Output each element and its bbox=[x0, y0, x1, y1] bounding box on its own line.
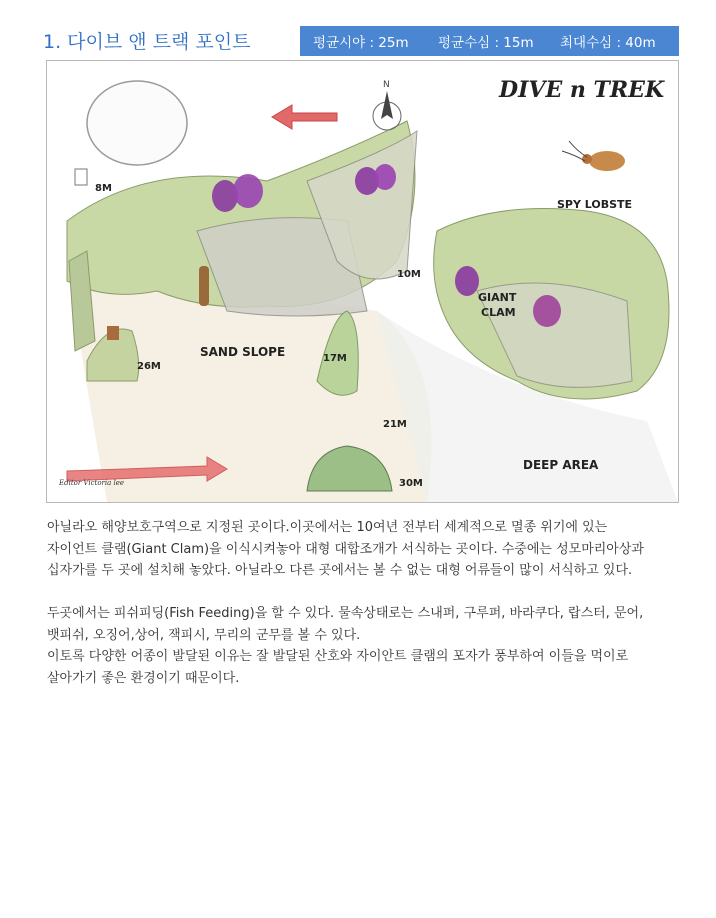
label-sand-slope: SAND SLOPE bbox=[200, 345, 286, 359]
dive-stats-bar bbox=[300, 26, 679, 56]
description-paragraph-2: 두곳에서는 피쉬피딩(Fish Feeding)을 할 수 있다. 물속상태로는 스내퍼, 구루퍼, 바라쿠다, 랍스터, 문어, 뱃피쉬, 오징어,상어, 잭피시, 무리의 군무를 볼 수 있다. 이토록 다양한 어종이 발달된 이유는 잘 발달된 산호와 자이안트 클램의 포자가 풍부하여 이들을 먹이로 살아가기 좋은 환경이기 때문이다. bbox=[47, 606, 644, 686]
visibility-stat: 평균시야 : 25m bbox=[313, 35, 409, 51]
boulder-illustration bbox=[87, 81, 187, 165]
dive-site-illustration bbox=[47, 61, 678, 502]
label-deep-area: DEEP AREA bbox=[523, 458, 599, 472]
label-depth-8m: 8M bbox=[95, 183, 112, 194]
description-paragraph-1: 아닐라오 해양보호구역으로 지정된 곳이다.이곳에서는 10여년 전부터 세계적으로 멸종 위기에 있는 자이언트 클램(Giant Clam)을 이식시켜놓아 대형 대합조개가 서식하는 곳이다. 수중에는 성모마리아상과 십자가를 두 곳에 설치해 놓았다. 아닐라오 다른 곳에서는 볼 수 없는 대형 어류들이 많이 서식하고 있다. bbox=[47, 520, 644, 578]
section-title: 1. 다이브 앤 트랙 포인트 bbox=[43, 31, 251, 53]
label-depth-26m: 26M bbox=[137, 361, 161, 372]
label-giant-clam-1: GIANT bbox=[478, 291, 517, 304]
label-depth-10m: 10M bbox=[397, 269, 421, 280]
avg-depth-stat: 평균수심 : 15m bbox=[438, 35, 534, 51]
brand-logo: DIVE n TREK bbox=[499, 77, 665, 103]
label-depth-30m: 30M bbox=[399, 478, 423, 489]
label-giant-clam-2: CLAM bbox=[481, 306, 516, 319]
dive-site-map bbox=[46, 60, 679, 503]
label-spy-lobster: SPY LOBSTE bbox=[557, 198, 633, 211]
svg-text:N: N bbox=[383, 80, 390, 90]
label-depth-17m: 17M bbox=[323, 353, 347, 364]
editor-credit: Editor Victoria lee bbox=[59, 479, 125, 487]
label-depth-21m: 21M bbox=[383, 419, 407, 430]
description bbox=[47, 517, 687, 711]
max-depth-stat: 최대수심 : 40m bbox=[560, 35, 656, 51]
